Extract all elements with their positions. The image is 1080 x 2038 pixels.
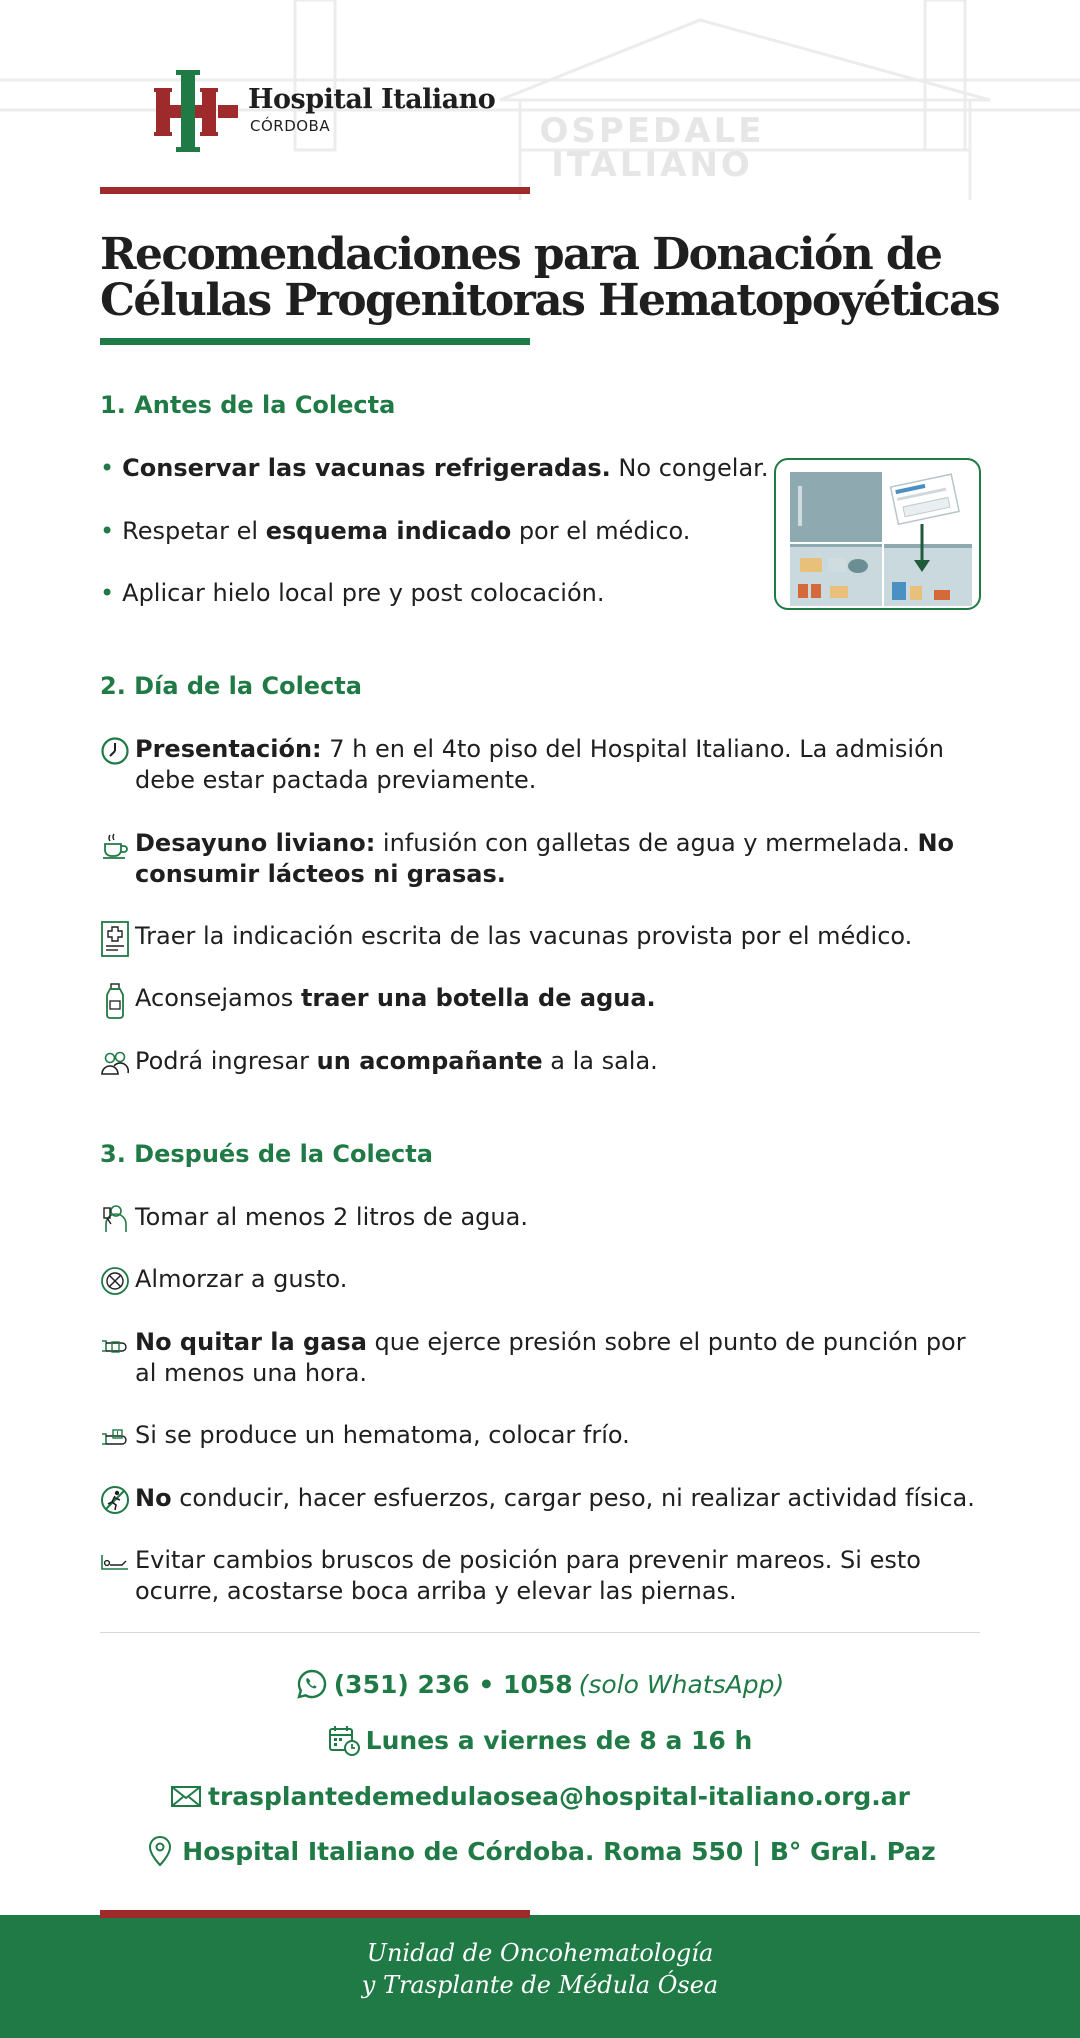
companion-icon [100,1048,130,1078]
meal-plate-icon [100,1266,130,1296]
hospital-name: Hospital Italiano [248,84,496,115]
green-accent-bar [100,338,530,345]
prescription-icon [100,921,130,957]
arm-cold-icon [100,1422,130,1452]
red-accent-bar [100,187,530,194]
phone-number[interactable]: (351) 236 • 1058 [333,1669,573,1699]
contact-phone [0,1668,1080,1706]
no-exercise-icon [100,1485,130,1515]
phone-note: (solo WhatsApp) [578,1669,785,1699]
red-accent-bar-bottom [100,1910,530,1918]
footer [0,1915,1080,2038]
unit-name: Unidad de Oncohematología y Trasplante de Médula Ósea [361,1939,719,1999]
office-hours: Lunes a viernes de 8 a 16 h [365,1725,753,1755]
envelope-icon [170,1780,202,1812]
contact-address [0,1835,1080,1873]
page-title [100,229,1040,326]
section-after-heading: 3. Después de la Colecta [100,1140,433,1168]
water-bottle-icon [100,983,130,1019]
section-before-heading: 1. Antes de la Colecta [100,391,396,419]
email-link[interactable]: trasplantedemedulaosea@hospital-italiano.org.ar [208,1781,910,1811]
hospital-city: CÓRDOBA [250,117,331,135]
arm-gauze-icon [100,1329,130,1359]
hospital-logo [154,70,494,152]
bullet-item: • Aplicar hielo local pre y post colocación. [100,579,605,607]
bullet-item: • Respetar el esquema indicado por el médico. [100,517,691,545]
whatsapp-icon [296,1668,328,1700]
location-pin-icon [144,1835,176,1867]
calendar-clock-icon [328,1724,360,1756]
watermark-text-2: ITALIANO [551,145,753,185]
section-day-heading: 2. Día de la Colecta [100,672,362,700]
clock-icon [100,736,130,766]
contact-email [0,1780,1080,1818]
title-line-1: Recomendaciones para Donación de [100,229,942,280]
watermark-text-1: OSPEDALE [539,111,765,151]
title-line-2: Células Progenitoras Hematopoyéticas [100,275,1000,326]
fridge-vaccine-icon [774,458,981,610]
lying-down-icon [100,1547,130,1577]
hi-monogram-icon [154,70,238,152]
drinking-water-icon [100,1204,130,1234]
coffee-cup-icon [100,830,130,860]
address-text: Hospital Italiano de Córdoba. Roma 550 | B° Gral. Paz [182,1836,936,1866]
bullet-item: • Conservar las vacunas refrigeradas. No congelar. [100,454,769,482]
divider [100,1632,980,1633]
contact-hours [0,1724,1080,1762]
